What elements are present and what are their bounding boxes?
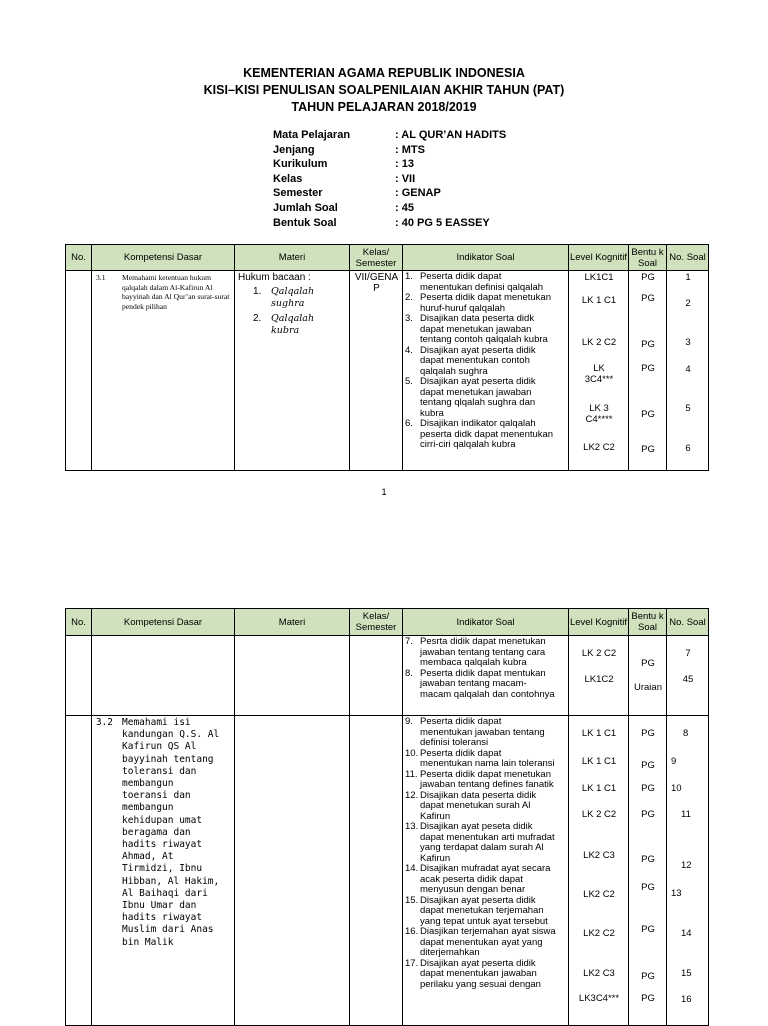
indikator-text: Kafirun <box>420 810 451 822</box>
indikator-text: dapat menetukan terjemahan <box>420 905 544 916</box>
bentuk-value: PG <box>641 728 655 739</box>
indikator-number: 5. <box>405 376 413 387</box>
kd-cell <box>92 271 235 471</box>
indikator-text: Disajikan ayat peserta didik <box>420 376 536 387</box>
indikator-number: 11. <box>405 768 418 780</box>
indikator-text: qalqalah sughra <box>420 365 488 377</box>
meta-row <box>273 216 506 231</box>
meta-label: Kelas <box>273 172 303 185</box>
table-header-row <box>66 609 709 636</box>
nosoal-value: 11 <box>681 809 691 820</box>
meta-value: : GENAP <box>395 187 441 200</box>
level-value: LK1C2 <box>584 674 614 685</box>
indikator-text: Peserta didik dapat mentukan <box>420 667 546 679</box>
kd-cell <box>92 716 235 1026</box>
meta-label: Mata Pelajaran <box>273 129 351 141</box>
kd-line: Kafirun QS Al <box>122 741 197 753</box>
nosoal-value: 8 <box>683 728 689 739</box>
indikator-text: cirri-ciri qalqalah kubra <box>420 439 516 450</box>
materi-title: Hukum bacaan : <box>238 272 311 283</box>
level-value: LK 1 C1 <box>581 295 617 306</box>
level-value: LK 2 C2 <box>581 648 617 659</box>
indikator-text: Disajikan ayat peserta didik <box>420 957 536 969</box>
indikator-text: jawaban tentang defines fanatik <box>420 779 554 790</box>
level-value: LK 2 C2 <box>581 337 617 348</box>
meta-label: Semester <box>273 187 323 200</box>
indikator-text: macam qalqalah dan contohnya <box>420 688 555 700</box>
nosoal-value: 1 <box>685 272 691 283</box>
header-nosoal: No. Soal <box>667 609 709 636</box>
indikator-text: definisi toleransi <box>420 737 489 748</box>
indikator-text: menentukan definisi qalqalah <box>420 281 544 293</box>
kd-line: membangun <box>122 802 174 814</box>
indikator-cell <box>403 636 569 716</box>
indikator-text: jawaban tentang tentang cara <box>420 646 546 658</box>
indikator-number: 17. <box>405 957 419 969</box>
meta-row <box>273 186 506 201</box>
indikator-text: dapat menetukan jawaban <box>420 386 532 398</box>
level-value: LK 3 C4**** <box>585 403 613 425</box>
indikator-number: 3. <box>405 313 413 324</box>
table-row <box>66 636 709 716</box>
kd-line: Tirmidzi, Ibnu <box>122 863 203 875</box>
meta-label: Jenjang <box>273 143 315 156</box>
table-row <box>66 271 709 471</box>
indikator-text: huruf-huruf qalqalah <box>420 302 506 314</box>
header-line-2: KISI–KISI PENULISAN SOALPENILAIAN AKHIR TAHUN (PAT) <box>203 83 565 97</box>
indikator-text: peserta didk dapat menentukan <box>420 428 554 440</box>
kd-text: Memahami ketentuan hukum qalqalah dalam Al-Kafirun Al bayyinah dan Al Qur’an surat-surat pendek pilihan <box>122 273 230 311</box>
bentuk-cell <box>629 271 667 471</box>
indikator-number: 8. <box>405 667 413 679</box>
bentuk-value: PG <box>641 339 655 350</box>
kd-number: 3.2 <box>96 717 113 728</box>
header-materi: Materi <box>235 245 350 271</box>
indikator-text: Diasjikan terjemahan ayat siswa <box>420 926 556 937</box>
kd-line: hadits riwayat <box>122 839 203 850</box>
kd-line: kandungan Q.S. Al <box>122 729 220 741</box>
indikator-text: dapat menentukan jawaban <box>420 968 537 979</box>
indikator-text: Disajikan ayat peserta didik <box>420 344 536 356</box>
nosoal-value: 14 <box>681 928 692 939</box>
bentuk-value: Uraian <box>634 682 662 693</box>
table-header-row <box>66 245 709 271</box>
nosoal-value: 3 <box>685 337 691 348</box>
indikator-number: 15. <box>405 894 419 906</box>
level-value: LK2 C2 <box>583 442 615 453</box>
indikator-number: 1. <box>405 271 413 282</box>
meta-label: Kurikulum <box>273 158 328 171</box>
indikator-text: tentang qlqalah sughra dan <box>420 397 536 408</box>
indikator-text: menentukan nama lain toleransi <box>420 758 555 769</box>
kd-line: kehidupan umat <box>122 814 203 826</box>
kisi-table-page-2 <box>65 608 709 1026</box>
bentuk-cell <box>629 716 667 1026</box>
indikator-number: 16. <box>405 926 419 937</box>
header-bentuk: Bentu k Soal <box>629 245 667 271</box>
bentuk-value: PG <box>641 809 655 820</box>
meta-row <box>273 157 506 172</box>
indikator-number: 2. <box>405 292 413 303</box>
nosoal-value: 12 <box>681 860 692 871</box>
kd-line: toeransi dan <box>122 790 191 802</box>
indikator-text: Pesrta didik dapat menetukan <box>420 636 546 647</box>
level-value: LK 1 C1 <box>581 728 617 739</box>
nosoal-value: 5 <box>685 403 691 414</box>
header-kelas: Kelas/ Semester <box>350 609 403 636</box>
indikator-number: 9. <box>405 716 413 727</box>
level-value: LK 3C4*** <box>584 363 614 385</box>
bentuk-value: PG <box>641 444 655 455</box>
indikator-number: 6. <box>405 418 413 429</box>
meta-label: Jumlah Soal <box>273 201 338 214</box>
bentuk-value: PG <box>641 658 655 669</box>
kd-line: Hibban, Al Hakim, <box>122 875 220 887</box>
bentuk-value: PG <box>641 971 655 982</box>
level-value: LK2 C3 <box>583 968 615 979</box>
bentuk-value: PG <box>641 993 655 1004</box>
indikator-cell <box>403 716 569 1026</box>
bentuk-value: PG <box>641 272 655 283</box>
meta-value: : 45 <box>395 201 414 214</box>
kelas-value: VII/GENA P <box>354 272 399 294</box>
nosoal-value: 45 <box>682 674 694 685</box>
level-value: LK3C4*** <box>578 993 620 1004</box>
level-cell <box>569 636 629 716</box>
nosoal-cell <box>667 271 709 471</box>
indikator-number: 7. <box>405 636 413 647</box>
level-cell <box>569 716 629 1026</box>
indikator-number: 12. <box>405 789 419 801</box>
nosoal-value: 6 <box>685 443 691 454</box>
header-kd: Kompetensi Dasar <box>92 609 235 636</box>
indikator-text: membaca qalqalah kubra <box>420 657 527 668</box>
indikator-text: perilaku yang sesuai dengan <box>420 978 541 990</box>
indikator-text: menyusun dengan benar <box>420 884 526 895</box>
nosoal-value: 15 <box>681 968 692 979</box>
indikator-text: Disajikan indikator qalqalah <box>420 418 536 429</box>
page-gap <box>0 520 768 582</box>
header-level: Level Kognitif <box>569 609 629 636</box>
meta-label: Bentuk Soal <box>273 216 337 229</box>
meta-row <box>273 143 506 158</box>
indikator-text: jawaban tentang macam- <box>420 678 527 689</box>
level-value: LK 1 C1 <box>581 756 617 767</box>
nosoal-value: 10 <box>671 783 682 794</box>
kd-line: Al Baihaqi dari <box>122 887 208 899</box>
indikator-number: 10. <box>405 747 419 759</box>
header-kd: Kompetensi Dasar <box>92 245 235 271</box>
indikator-number: 14. <box>405 863 419 874</box>
header-nosoal: No. Soal <box>667 245 709 271</box>
level-value: LK 2 C2 <box>581 809 617 820</box>
header-indikator: Indikator Soal <box>403 245 569 271</box>
header-line-3: TAHUN PELAJARAN 2018/2019 <box>291 100 477 114</box>
header-no: No. <box>66 609 92 636</box>
meta-value: : VII <box>395 172 416 185</box>
indikator-text: menentukan jawaban tentang <box>420 726 545 738</box>
header-indikator: Indikator Soal <box>403 609 569 636</box>
subject-info <box>273 128 506 230</box>
kd-line: beragama dan <box>122 826 191 838</box>
header-no: No. <box>66 245 92 271</box>
kd-line: membangun <box>122 778 174 789</box>
meta-value: : 13 <box>395 158 414 171</box>
level-cell <box>569 271 629 471</box>
indikator-number: 13. <box>405 821 419 832</box>
meta-row <box>273 172 506 187</box>
kd-line: Muslim dari Anas <box>122 924 214 936</box>
indikator-cell <box>403 271 569 471</box>
bentuk-value: PG <box>641 783 655 794</box>
level-value: LK2 C3 <box>583 850 615 861</box>
nosoal-value: 13 <box>671 888 682 899</box>
page-number: 1 <box>381 487 387 498</box>
nosoal-value: 9 <box>671 756 677 767</box>
bentuk-cell <box>629 636 667 716</box>
bentuk-value: PG <box>641 409 655 420</box>
meta-value: : 40 PG 5 EASSEY <box>395 216 490 229</box>
nosoal-value: 2 <box>685 298 691 309</box>
table-row <box>66 716 709 1026</box>
indikator-text: Peserta didik dapat <box>420 716 502 727</box>
indikator-text: dapat menentukan contoh <box>420 355 530 366</box>
nosoal-value: 16 <box>681 994 692 1005</box>
nosoal-value: 7 <box>685 648 691 659</box>
meta-value: : MTS <box>395 143 425 156</box>
level-value: LK 1 C1 <box>581 783 617 794</box>
bentuk-value: PG <box>641 924 655 935</box>
indikator-text: acak peserta didik dapat <box>420 873 523 885</box>
nosoal-cell <box>667 636 709 716</box>
indikator-text: dapat menetukan surah Al <box>420 800 531 811</box>
materi-item: Qalqalah sughra <box>271 286 315 309</box>
kd-line: Ahmad, At <box>122 851 174 863</box>
kd-line: bayyinah tentang <box>122 753 214 765</box>
bentuk-value: PG <box>641 760 655 771</box>
header-bentuk: Bentu k Soal <box>629 609 667 636</box>
level-value: LK2 C2 <box>583 889 615 900</box>
kisi-table-page-1 <box>65 244 709 471</box>
meta-row <box>273 128 506 143</box>
bentuk-value: PG <box>641 363 655 374</box>
indikator-text: dapat menetukan jawaban <box>420 323 532 335</box>
bentuk-value: PG <box>641 854 655 865</box>
bentuk-value: PG <box>641 882 655 893</box>
indikator-text: Peserta didik dapat menetukan <box>420 768 551 780</box>
indikator-text: kubra <box>420 407 444 419</box>
kelas-cell <box>350 271 403 471</box>
kd-line: Memahami isi <box>122 717 191 728</box>
document-page-2 <box>0 582 768 1024</box>
indikator-text: dapat menentukan ayat yang <box>420 936 543 948</box>
indikator-text: yang terdapat dalam surah Al <box>420 842 544 853</box>
header-materi: Materi <box>235 609 350 636</box>
meta-row <box>273 201 506 216</box>
indikator-number: 4. <box>405 344 413 356</box>
bentuk-value: PG <box>641 293 655 304</box>
header-line-1: KEMENTERIAN AGAMA REPUBLIK INDONESIA <box>243 66 525 80</box>
header-kelas: Kelas/ Semester <box>350 245 403 271</box>
materi-item: Qalqalah kubra <box>271 313 315 336</box>
indikator-text: Kafirun <box>420 852 451 864</box>
indikator-text: Peserta didik dapat <box>420 747 502 759</box>
kd-number: 3.1 <box>96 273 106 282</box>
kd-line: bin Malik <box>122 936 174 948</box>
indikator-text: Disajikan ayat peseta didik <box>420 821 533 832</box>
indikator-text: Peserta didik dapat menetukan <box>420 292 551 303</box>
kd-line: Ibnu Umar dan <box>122 900 197 911</box>
indikator-text: Peserta didik dapat <box>420 271 502 282</box>
indikator-text: dapat menentukan arti mufradat <box>420 831 555 843</box>
level-value: LK1C1 <box>584 272 614 283</box>
indikator-text: tentang contoh qalqalah kubra <box>420 334 548 345</box>
level-value: LK2 C2 <box>583 928 615 939</box>
materi-cell: Hukum bacaan : 1. Qalqalah sughra 2. Qalqalah kubra <box>235 271 350 471</box>
meta-value: : AL QUR’AN HADITS <box>395 129 507 141</box>
indikator-text: Disajikan ayat peserta didik <box>420 894 536 906</box>
indikator-text: diterjemahkan <box>420 947 480 958</box>
indikator-text: yang tepat untuk ayat tersebut <box>420 915 548 927</box>
nosoal-cell <box>667 716 709 1026</box>
indikator-text: Disajikan mufradat ayat secara <box>420 863 551 874</box>
nosoal-value: 4 <box>685 364 691 375</box>
header-level: Level Kognitif <box>569 245 629 271</box>
indikator-text: Disajikan data peserta didk <box>420 313 535 324</box>
kd-line: hadits riwayat <box>122 912 203 924</box>
indikator-text: Disajikan data peserta didik <box>420 789 537 801</box>
kd-line: toleransi dan <box>122 765 197 777</box>
